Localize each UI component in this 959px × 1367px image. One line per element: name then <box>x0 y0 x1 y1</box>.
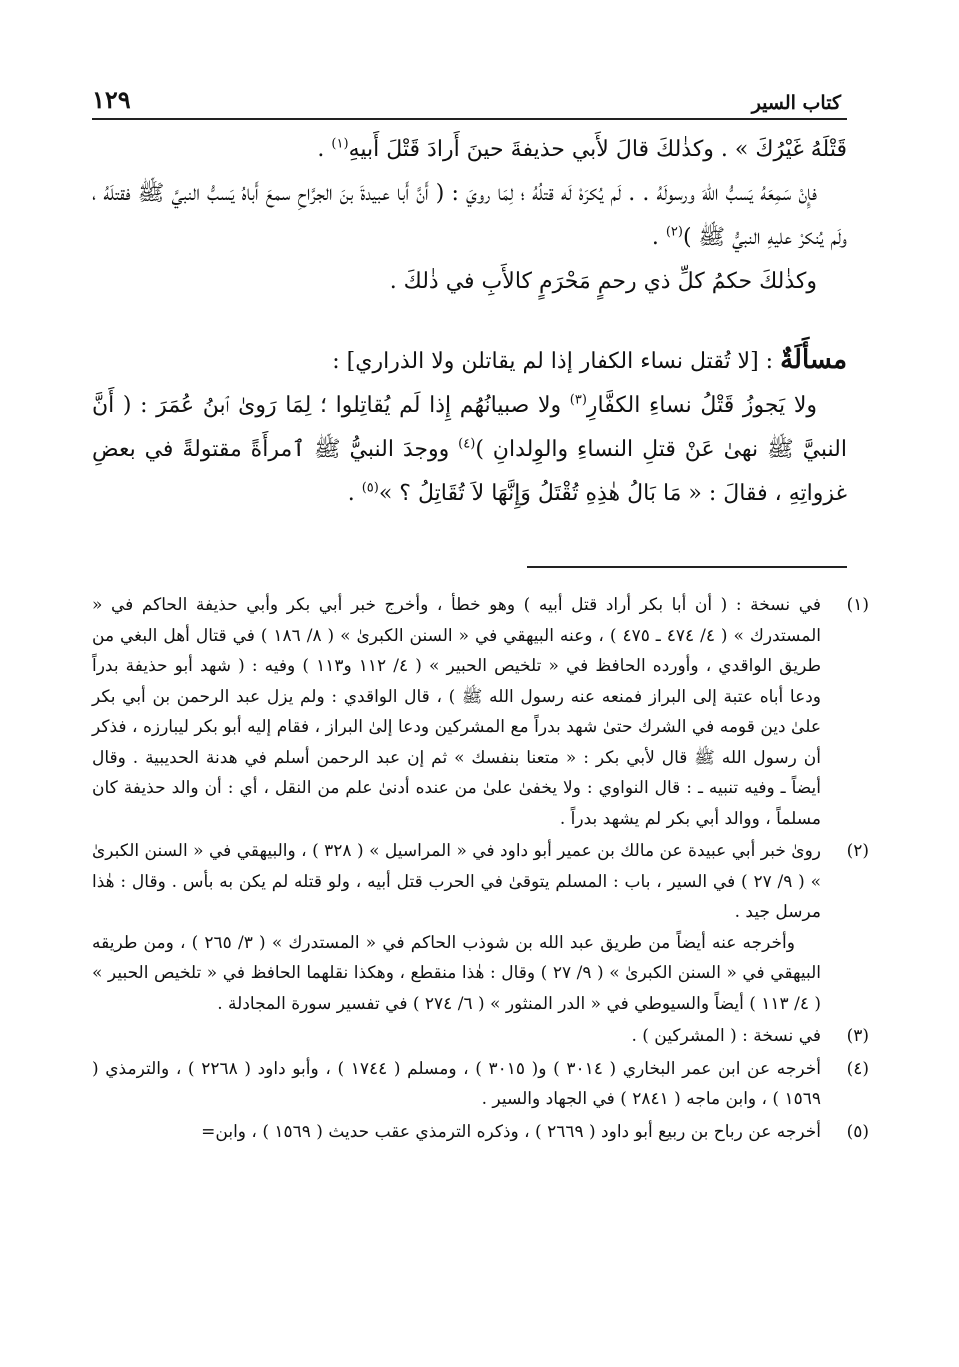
footnote-text: أخرجه عن رباح بن ربيع أبو داود ( ٢٦٦٩ ) ، وذكره الترمذي عقب حديث ( ١٥٦٩ ) ، وابن= <box>201 1121 821 1142</box>
footnote-ref-3[interactable]: (٣) <box>569 392 587 408</box>
paragraph-3: وكذٰلكَ حكمُ كلِّ ذي رحمٍ مَحْرَمٍ كالأَبِ في ذٰلكَ . <box>389 269 817 294</box>
paragraph-1: قَتْلَهُ غَيْرُكَ » . وكذٰلكَ قالَ لأَبي حذيفةَ حينَ أَرادَ قَتْلَ أَبيهِ$^{(١)}$ . <box>317 136 847 162</box>
footnote-text: أخرجه عن ابن عمر البخاري ( ٣٠١٤ ) و( ٣٠١٥ ) ، ومسلم ( ١٧٤٤ ) ، وأبو داود ( ٢٢٦٨ ) ، والترمذي ( ١٥٦٩ ) ، وابن ماجه ( ٢٨٤١ ) في الجهاد والسير . <box>92 1058 821 1109</box>
footnote-number: (٢) <box>846 841 869 861</box>
footnote-3 <box>92 1021 869 1052</box>
paragraph-2: فإِنْ سَمِعَهُ يَسبُّ اللهَ ورسولَهُ . . لَم يُكرَهْ لَه قتلُهُ ؛ لِمَا رويَ : ( أَنَّ أَبا عبيدةَ بنَ الجرَّاحِ سمعَ أَباهُ يَسبُّ النبيَّ ﷺ فقتلَهُ ، ولَم يُنكرْ عليهِ النبيُّ ﷺ )$^{(٢)}$ . <box>92 181 847 250</box>
masala-heading <box>92 338 847 384</box>
footnote-1 <box>92 590 869 834</box>
page-header <box>92 78 841 114</box>
main-text <box>92 128 847 516</box>
masala-label: مسأَلَةٌ <box>780 345 847 375</box>
footnotes <box>92 590 869 1149</box>
header-rule <box>92 118 847 120</box>
footnote-ref-1[interactable]: (١) <box>331 136 349 152</box>
footnote-number: (١) <box>846 595 869 615</box>
footnote-ref-2[interactable]: (٢) <box>665 224 683 240</box>
footnote-separator <box>527 566 847 568</box>
footnote-5 <box>92 1117 869 1148</box>
footnote-4 <box>92 1054 869 1115</box>
footnote-number: (٤) <box>846 1058 869 1079</box>
footnote-ref-5[interactable]: (٥) <box>361 480 379 496</box>
running-title: كتاب السير <box>751 92 841 114</box>
footnote-number: (٣) <box>846 1026 869 1046</box>
footnote-text: روىٰ خبر أبي عبيدة عن مالك بن عمير أبو داود في « المراسيل » ( ٣٢٨ ) ، والبيهقي في « السنن الكبرىٰ » ( ٩/ ٢٧ ) في السير ، باب : المسلم يتوقىٰ في الحرب قتل أبيه ، ولو قتله لم يكن به بأس . وقال : هٰذا مرسل جيد . <box>92 841 821 922</box>
footnote-ref-4[interactable]: (٤) <box>458 436 476 452</box>
footnote-text: في نسخة : ( أن أبا بكر أراد قتل أبيه ) وهو خطأ ، وأخرج خبر أبي بكر وأبي حذيفة الحاكم في « المستدرك » ( ٤/ ٤٧٤ ـ ٤٧٥ ) ، وعنه البيهقي في « السنن الكبرىٰ » ( ٨/ ١٨٦ ) في قتال أهل البغي من طريق الواقدي ، وأورده الحافظ في « تلخيص الحبير » ( ٤/ ١١٢ و١١٣ ) وفيه : ( شهد أبو حذيفة بدراً ودعا أباه عتبة إلى البراز فمنعه عنه رسول الله ﷺ ) ، قال الواقدي : ولم يزل عبد الرحمن بن أبي بكر علىٰ دين قومه في الشرك حتىٰ شهد بدراً مع المشركين ودعا إلىٰ البراز ، فقام إليه أبو بكر ليبارزه ، فذكر أن رسول الله ﷺ قال لأبي بكر : « متعنا بنفسك » ثم إن عبد الرحمن أسلم في هدنة الحديبية . وقال أيضاً ـ وفيه تنبيه ـ : قال النواوي : ولا يخفىٰ علىٰ من عنده أدنىٰ علم من النقل ، أي : أن والد حذيفة كان مسلماً ، ووالد أبي بكر لم يشهد بدراً . <box>92 595 821 829</box>
paragraph-4: ولا يَجوزُ قَتْلُ نساءِ الكفَّارِ$^{(٣)}$ ولا صبيانُهُم إِذا لَم يُقاتِلوا ؛ لِمَا رَوىٰ ٱبنُ عُمَرَ : ( أَنَّ النبيَّ ﷺ نهىٰ عَنْ قتلِ النساءِ والوِلدانِ )$^{(٤)}$ ووجدَ النبيُّ ﷺ ٱمرأَةً مقتولةً في بعضِ غزواتِهِ ، فقالَ : « مَا بَالُ هٰذِهِ تُقْتَلُ وَإِنَّهَا لاَ تُقَاتِلُ ؟ »$^{(٥)}$ . <box>92 392 847 506</box>
footnote-text: في نسخة : ( المشركين ) . <box>631 1026 821 1046</box>
footnote-2 <box>92 836 869 1019</box>
footnote-number: (٥) <box>846 1121 869 1142</box>
masala-title: : [لا تُقتل نساء الكفار إذا لم يقاتلن ولا الذراري] : <box>332 349 781 374</box>
footnote-text-continued: وأخرجه عنه أيضاً من طريق عبد الله بن شوذب الحاكم في « المستدرك » ( ٣/ ٢٦٥ ) ، ومن طريقه البيهقي في « السنن الكبرىٰ » ( ٩/ ٢٧ ) وقال : هٰذا منقطع ، وهكذا نقلهما الحافظ في « تلخيص الحبير » ( ٤/ ١١٣ ) أيضاً والسيوطي في « الدر المنثور » ( ٦/ ٢٧٤ ) في تفسير سورة المجادلة . <box>92 932 821 1014</box>
page-number: ١٢٩ <box>92 85 131 114</box>
